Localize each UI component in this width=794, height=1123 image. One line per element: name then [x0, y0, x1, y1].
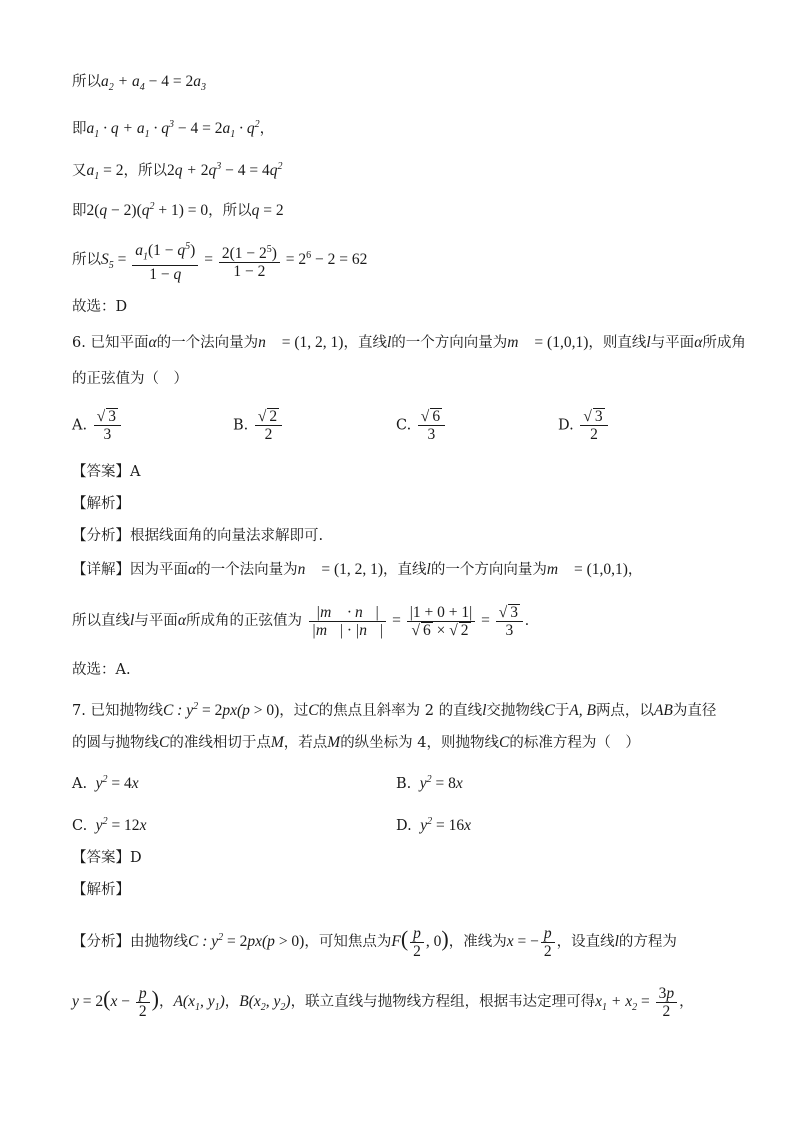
q6-option-b [233, 408, 284, 443]
option-label: B. [396, 776, 412, 793]
text: 所成角 [702, 335, 746, 351]
text: ，准线为 [448, 934, 507, 951]
point-m: M [327, 734, 341, 751]
option-label: D. [396, 818, 412, 835]
vector-m: m⃗ = (1,0,1) [507, 334, 589, 351]
formula: $\frac{|m⃗ \cdot n⃗|}{|m⃗| \cdot |n⃗|}$ = $\frac{|1 + 0 + 1|}{√ 6 \times √ 2}$ = $\frac{√ 3}{3}$ . [307, 612, 529, 629]
curve-c: C [308, 702, 319, 720]
option-value: $y^2 = 8x$ [415, 774, 463, 793]
q7-answer: 【答案】D [72, 850, 142, 866]
q7-number: 7. [72, 703, 86, 720]
text: 的一个方向向量为 [430, 562, 547, 578]
q6-option-d [558, 408, 610, 443]
alpha: α [177, 612, 186, 630]
text: ，可知焦点为 [304, 934, 392, 951]
q6-final: 故选：A. [72, 662, 131, 678]
text: 的一个法向量为 [156, 335, 259, 351]
text: 与平面 [134, 613, 178, 630]
text: 的纵坐标为 4，则抛物线 [340, 735, 500, 751]
q6-number: 6. [72, 335, 86, 351]
text: 所以 [72, 74, 101, 90]
line-l: l [482, 702, 487, 720]
text: 的一个方向向量为 [391, 335, 508, 351]
curve-c: C [499, 734, 510, 751]
text: ，所以 [123, 163, 167, 180]
text: 为直径 [672, 703, 717, 720]
q7-option-a [72, 770, 139, 794]
eq-line-3 [72, 157, 282, 187]
option-label: A. [72, 776, 88, 793]
alpha: α [188, 561, 197, 578]
text: 又 [72, 163, 87, 180]
q6-option-c [396, 408, 447, 443]
alpha: α [148, 334, 157, 351]
formula: $a_2 + a_4 - 4 = 2a_3$ [101, 73, 206, 94]
text: 的方程为 [618, 934, 677, 951]
option-value: $\frac{√ 2}{2}$ [255, 408, 282, 443]
formula: $x_1 + x_2$ = $\frac{3p}{2}$ [595, 993, 679, 1010]
text: 已知抛物线 [90, 703, 163, 720]
text: 所以 [72, 252, 101, 269]
curve-c: C [159, 734, 170, 751]
text: 【分析】由抛物线 [72, 934, 188, 951]
option-label: C. [72, 818, 88, 835]
option-value: $\frac{√ 3}{2}$ [580, 408, 607, 443]
q7-option-b [396, 770, 463, 794]
line-l: l [386, 334, 392, 351]
option-value: $y^2 = 12x$ [91, 816, 147, 835]
text: 所以直线 [72, 613, 130, 630]
alpha: α [694, 334, 703, 351]
line-l: l [130, 612, 135, 630]
q7-option-d [396, 812, 471, 836]
text: 【详解】因为平面 [72, 562, 188, 578]
text: 与平面 [650, 335, 695, 351]
formula: $2(q - 2)(q^2 + 1) = 0$ [86, 201, 209, 220]
q6-answer: 【答案】A [72, 464, 141, 480]
vector-n: n⃗ = (1, 2, 1) [297, 561, 384, 578]
formula: C : $y^2 = 2px(p > 0)$ [188, 931, 305, 951]
q6-option-a [72, 408, 123, 443]
vector-m: m⃗ = (1,0,1) [546, 561, 628, 578]
text: ，联立直线与抛物线方程组，根据韦达定理可得 [290, 994, 596, 1011]
focus: F( $\frac{p}{2}$ , 0) [391, 925, 449, 960]
q6-stem-line-1 [72, 333, 746, 353]
q7-option-c [72, 812, 146, 836]
formula: q = 2 [251, 202, 284, 220]
text: ，设直线 [556, 934, 615, 951]
text: ，若点 [283, 735, 328, 751]
formula: $S_5$ = $\frac{a_1(1 - q^5)}{1 - q}$ = $\frac{2(1 - 2^5)}{1 - 2}$ = $2^6 - 2 = 62$ [101, 251, 367, 268]
option-label: C. [396, 417, 412, 434]
option-value: $\frac{√ 3}{3}$ [94, 408, 121, 443]
formula: $a_1 = 2$ [86, 162, 124, 183]
q7-jiexi: 【解析】 [72, 882, 130, 898]
point-a: $A(x_1$, $y_1$) [173, 993, 225, 1014]
text: 即 [72, 121, 87, 138]
q6-detail-line-2 [72, 604, 529, 639]
q6-stem-line-2: 的正弦值为（ ） [72, 371, 188, 387]
option-value: $\frac{√ 6}{3}$ [418, 408, 445, 443]
curve-c: C [544, 702, 555, 720]
text: ，直线 [343, 335, 387, 351]
q7-analysis-line-2: y = 2(x − $\frac{p}{2}$ )，$A(x_1$, $y_1$)，$B(x_2$, $y_2$)，联立直线与抛物线方程组，根据韦达定理可得$x_1 + x_2$ = $\frac{3p}{2}$ ， [72, 985, 694, 1020]
line-l: l [426, 561, 431, 578]
text: 的焦点且斜率为 2 的直线 [318, 703, 483, 720]
formula: y = 2(x − $\frac{p}{2}$ ) [72, 985, 159, 1020]
text: 的标准方程为（ ） [509, 735, 640, 751]
q6-detail-line-1: 【详解】因为平面α的一个法向量为n⃗ = (1, 2, 1)，直线l的一个方向向量为m⃗ = (1,0,1)， [72, 561, 643, 578]
text: 已知平面 [90, 335, 149, 351]
formula: $a_1 \cdot q + a_1 \cdot q^3 - 4 = 2a_1 \cdot q^2$ [86, 119, 260, 141]
q6-fenxi: 【分析】根据线面角的向量法求解即可. [72, 528, 324, 544]
vector-n: n⃗ = (1, 2, 1) [258, 334, 344, 351]
option-label: D. [558, 417, 574, 434]
q7-analysis-line-1 [72, 925, 677, 960]
text: 的准线相切于点 [169, 735, 271, 751]
text: 于 [554, 703, 570, 720]
text: 即 [72, 203, 87, 220]
text: 的一个法向量为 [196, 562, 298, 578]
option-value: $y^2 = 4x$ [91, 774, 139, 793]
q6-jiexi: 【解析】 [72, 496, 130, 512]
option-label: A. [72, 417, 88, 434]
answer-prev: 故选：D [72, 299, 128, 315]
segment-ab: AB [653, 702, 673, 720]
line-l: l [614, 933, 619, 951]
eq-line-2: 即$a_1 \cdot q + a_1 \cdot q^3 - 4 = 2a_1 \cdot q^2$， [72, 119, 275, 141]
text: 两点，以 [595, 703, 654, 720]
text: ，则直线 [588, 335, 647, 351]
text: 的圆与抛物线 [72, 735, 159, 751]
text: 所成角的正弦值为 [185, 613, 302, 630]
option-value: $y^2 = 16x$ [416, 816, 471, 835]
line-l: l [646, 334, 651, 351]
text: ，所以 [208, 203, 252, 220]
points-ab: A, B [569, 702, 596, 720]
point-b: $B(x_2$, $y_2$) [239, 993, 291, 1014]
option-label: B. [233, 417, 249, 434]
eq-line-5 [72, 238, 367, 283]
text: ，过 [279, 703, 309, 720]
point-m: M [270, 734, 284, 751]
eq-line-1 [72, 72, 206, 98]
q7-stem-line-1 [72, 697, 716, 721]
formula: $2q + 2q^3 - 4 = 4q^2$ [167, 161, 283, 180]
directrix: x = − $\frac{p}{2}$ [507, 933, 557, 950]
formula: C : $y^2 = 2px(p > 0)$ [162, 701, 280, 720]
text: 交抛物线 [486, 703, 545, 720]
eq-line-4 [72, 197, 284, 221]
q7-stem-line-2 [72, 733, 640, 753]
text: ，直线 [383, 562, 427, 578]
